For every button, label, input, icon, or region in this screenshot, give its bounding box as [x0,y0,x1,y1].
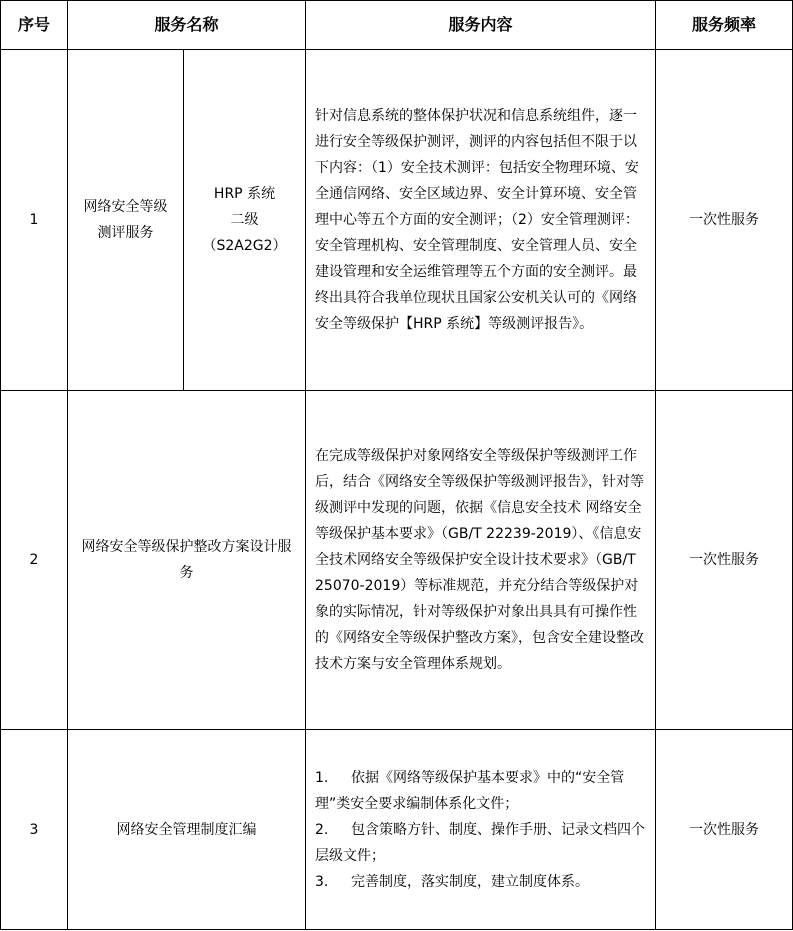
row-freq: 一次性服务 [656,391,793,730]
row-no: 2 [1,391,68,730]
row-content [306,391,656,730]
list-item: 1. 依据《网络等级保护基本要求》中的“安全管理”类安全要求编制体系化文件； [315,769,625,812]
content-text: 在完成等级保护对象网络安全等级保护等级测评工作后，结合《网络安全等级保护等级测评报告》，针对等级测评中发现的问题，依据《信息安全技术 网络安全等级保护基本要求》（GB/T 22239-2019）、《信息安全技术网络安全等级保护安全设计技术要求》（GB/T 25070-2019）等标准规范，并充分结合等级保护对象的实际情况，针对等级保护对象出具具有可操作性的《网络安全等级保护整改方案》，包含安全建设整改技术方案与安全管理体系规划。 [315,448,645,672]
header-no: 序号 [1,1,68,50]
row-name: 网络安全管理制度汇编 [68,730,306,930]
header-row [1,1,793,50]
content-text: 针对信息系统的整体保护状况和信息系统组件，逐一进行安全等级保护测评，测评的内容包括但不限于以下内容：（1）安全技术测评：包括安全物理环境、安全通信网络、安全区域边界、安全计算环境、安全管理中心等五个方面的安全测评；（2）安全管理测评：安全管理机构、安全管理制度、安全管理人员、安全建设管理和安全运维管理等五个方面的安全测评。最终出具符合我单位现状且国家公安机关认可的《网络安全等级保护【HRP 系统】等级测评报告》。 [315,108,639,332]
sub-level: 二级 [230,212,259,228]
table-row [1,391,793,730]
row-no: 1 [1,50,68,391]
table-row [1,50,793,391]
row-freq: 一次性服务 [656,50,793,391]
row-content [306,730,656,930]
header-content: 服务内容 [306,1,656,50]
sub-code: （S2A2G2） [202,238,287,254]
sub-system: HRP 系统 [213,186,276,202]
table-row [1,730,793,930]
list-item: 2. 包含策略方针、制度、操作手册、记录文档四个层级文件； [315,821,646,864]
row-no: 3 [1,730,68,930]
row-content [306,50,656,391]
row-name: 网络安全等级测评服务 [68,50,184,391]
row-subname [184,50,306,391]
header-freq: 服务频率 [656,1,793,50]
header-name: 服务名称 [68,1,306,50]
list-item: 3. 完善制度，落实制度，建立制度体系。 [315,873,590,890]
row-freq: 一次性服务 [656,730,793,930]
row-name: 网络安全等级保护整改方案设计服务 [68,391,306,730]
